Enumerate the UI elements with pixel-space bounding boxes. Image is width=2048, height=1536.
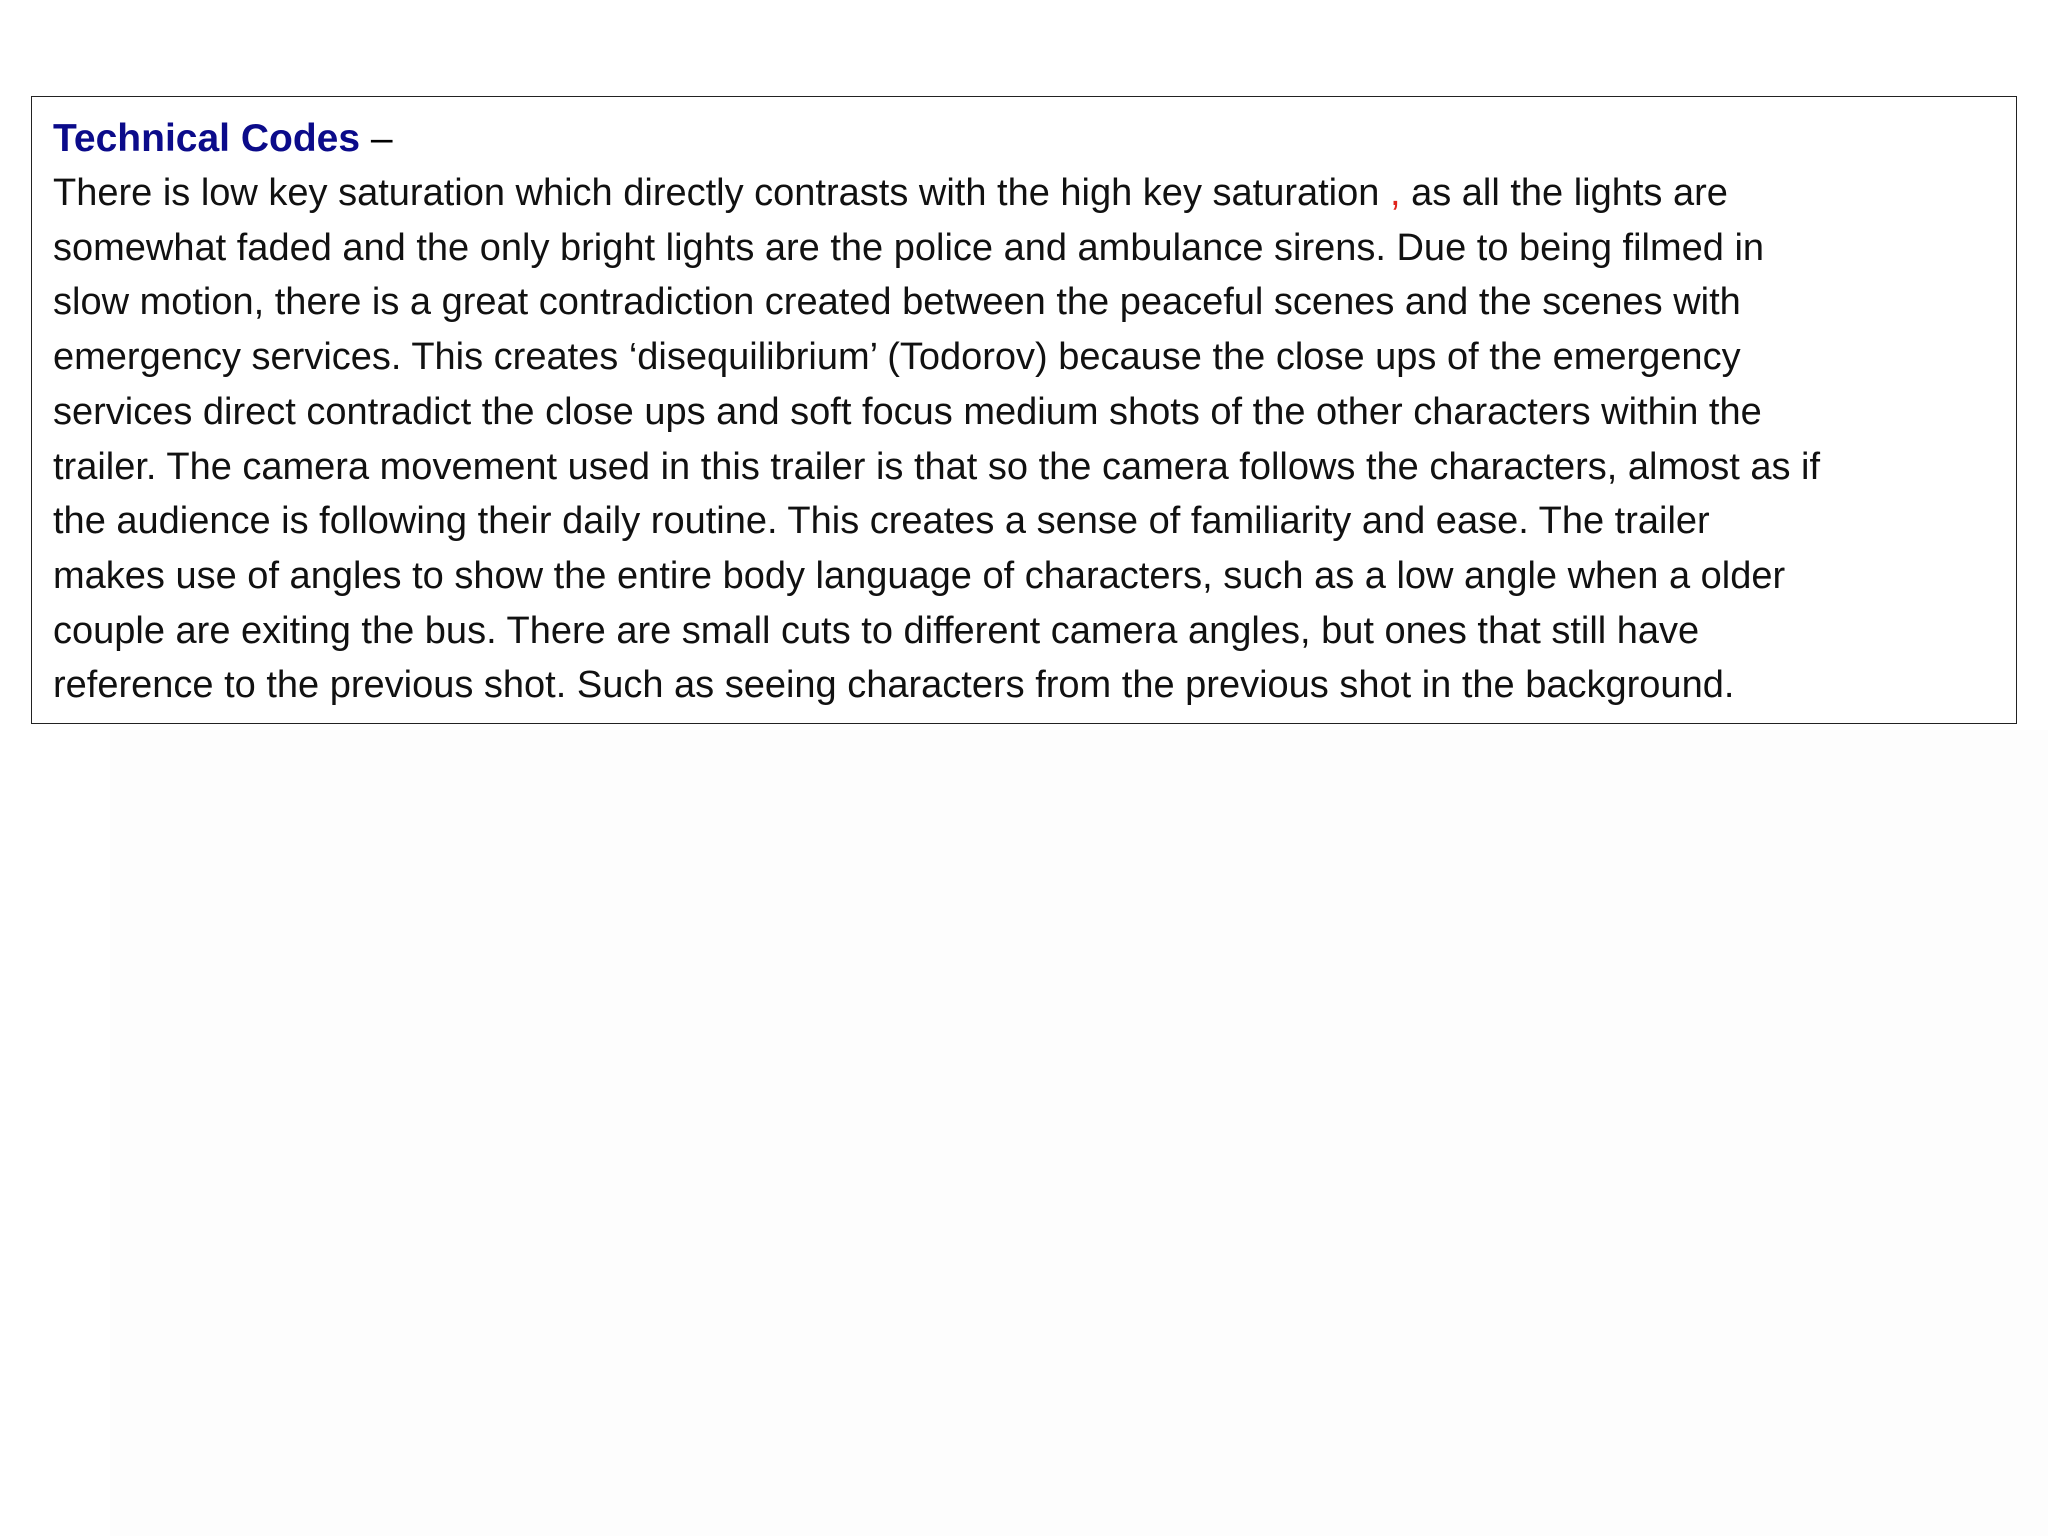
- body-paragraph: [53, 166, 1996, 713]
- body-line-4: emergency services. This creates ‘disequilibrium’ (Todorov) because the close ups of the emergency: [53, 336, 1741, 379]
- body-line-6: trailer. The camera movement used in this trailer is that so the camera follows the characters, almost as if: [53, 445, 1821, 488]
- body-line-2: somewhat faded and the only bright lights are the police and ambulance sirens. Due to being filmed in: [53, 226, 1765, 269]
- body-line-8: makes use of angles to show the entire body language of characters, such as a low angle when a older: [53, 554, 1786, 597]
- body-line-1-end: as all the lights are: [1400, 172, 1728, 214]
- heading-title: Technical Codes: [53, 117, 361, 160]
- heading-line: [53, 111, 1996, 166]
- body-line-1: [53, 166, 1996, 221]
- body-line-3: slow motion, there is a great contradiction created between the peaceful scenes and the scenes with: [53, 281, 1741, 324]
- body-line-1-start: There is low key saturation which directly contrasts with the high key saturation: [53, 172, 1390, 214]
- body-line-9: couple are exiting the bus. There are small cuts to different camera angles, but ones that still have: [53, 609, 1700, 652]
- body-line-10: reference to the previous shot. Such as seeing characters from the previous shot in the background.: [53, 664, 1735, 707]
- slide-background-region: [110, 730, 2048, 1536]
- body-line-7: the audience is following their daily routine. This creates a sense of familiarity and ease. The trailer: [53, 500, 1710, 543]
- body-line-5: services direct contradict the close ups and soft focus medium shots of the other characters within the: [53, 390, 1762, 433]
- highlighted-comma: ,: [1389, 172, 1401, 214]
- technical-codes-text-box: [31, 96, 2017, 724]
- heading-dash: –: [360, 117, 393, 160]
